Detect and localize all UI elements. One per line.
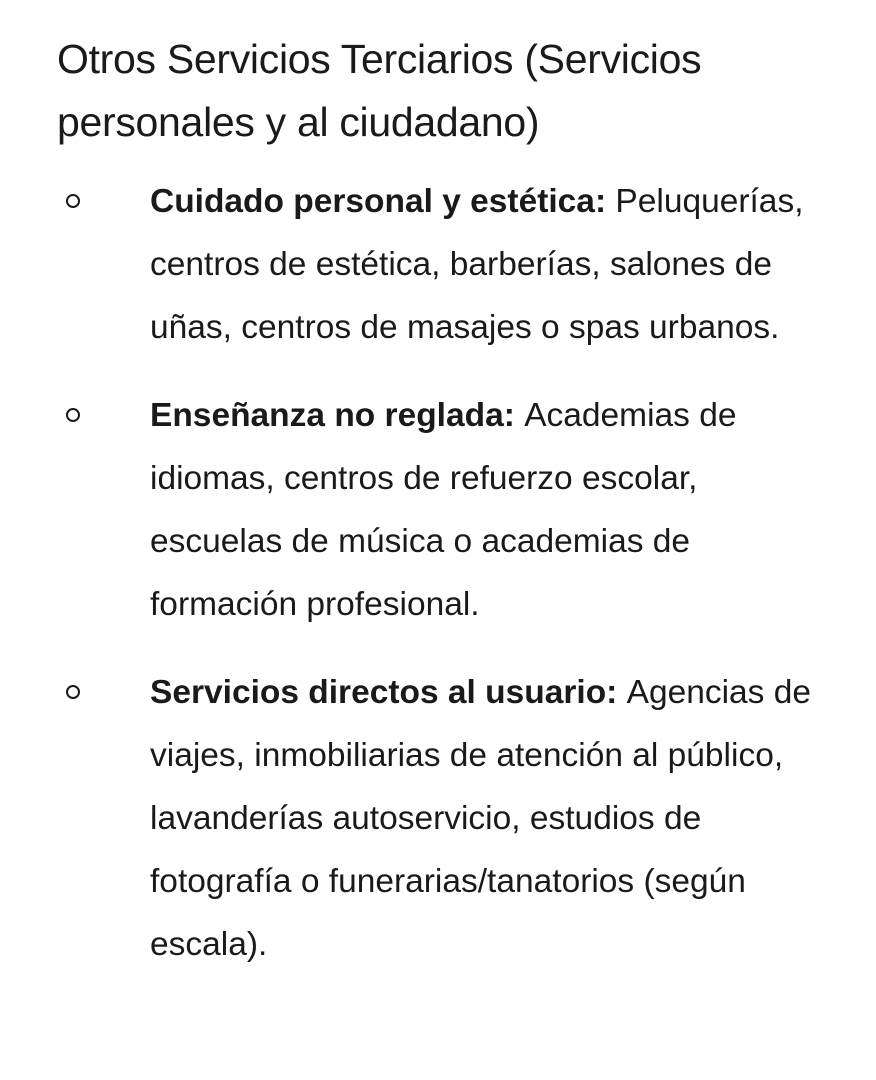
list-item [0,384,876,636]
list-item [0,661,876,976]
section-heading: Otros Servicios Terciarios (Servicios personales y al ciudadano) [57,36,702,145]
hollow-circle-bullet-icon [66,685,80,699]
hollow-circle-bullet-icon [66,408,80,422]
item-description: Agencias de viajes, inmobiliarias de atención al público, lavanderías autoservicio, estudios de fotografía o funerarias/tanatorios (según escala). [150,674,812,963]
item-term: Cuidado personal y estética: [150,183,616,220]
services-list [0,170,876,1001]
hollow-circle-bullet-icon [66,194,80,208]
item-term: Servicios directos al usuario: [150,674,627,711]
list-item [0,170,876,359]
item-description: Academias de idiomas, centros de refuerzo escolar, escuelas de música o academias de formación profesional. [150,397,737,623]
item-term: Enseñanza no reglada: [150,397,525,434]
item-description: Peluquerías, centros de estética, barberías, salones de uñas, centros de masajes o spas urbanos. [150,183,804,346]
